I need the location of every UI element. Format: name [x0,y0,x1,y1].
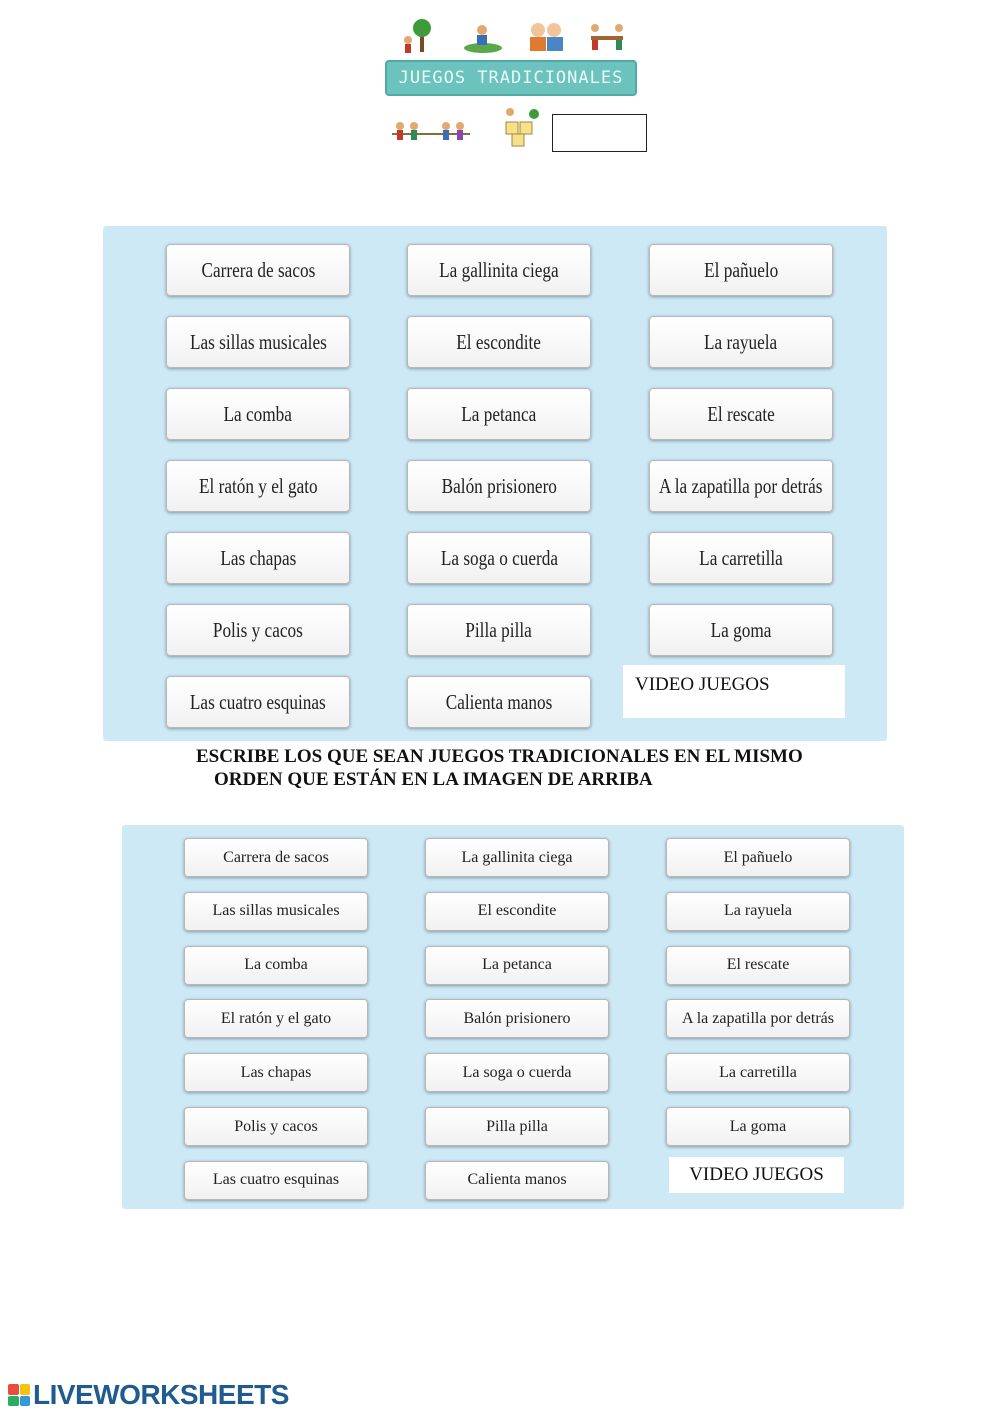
game-card[interactable] [666,1053,850,1092]
game-card[interactable] [425,1053,609,1092]
video-juegos-label-top: VIDEO JUEGOS [623,665,845,718]
game-card[interactable] [425,892,609,931]
game-card[interactable] [407,244,591,296]
game-card[interactable] [649,388,833,440]
game-card[interactable] [166,388,350,440]
game-card[interactable] [184,946,368,985]
game-card-label: A la zapatilla por detrás [659,473,823,498]
game-card-label: La gallinita ciega [461,848,573,866]
game-card-label: La petanca [461,401,537,426]
game-card-label: Polis y cacos [213,617,303,642]
kids-playing-icon [462,22,504,54]
game-card[interactable] [666,838,850,877]
game-card-label: La comba [223,401,293,426]
game-card-label: Carrera de sacos [223,848,329,866]
game-card-label: Pilla pilla [465,617,533,642]
table-game-icon [585,20,629,52]
game-card[interactable] [666,946,850,985]
game-card-label: Balón prisionero [441,473,557,498]
game-card[interactable] [166,604,350,656]
game-card[interactable] [184,999,368,1038]
logo-mark-icon [8,1384,30,1406]
game-card[interactable] [166,316,350,368]
game-card[interactable] [184,892,368,931]
game-card[interactable] [184,1053,368,1092]
answer-input-box[interactable] [552,114,647,152]
game-card[interactable] [166,244,350,296]
game-card[interactable] [166,532,350,584]
game-card-label: La goma [729,1117,787,1135]
game-card-label: Las chapas [240,1063,312,1081]
game-card-label: El pañuelo [723,848,793,866]
game-card-label: El rescate [726,956,790,974]
game-card-label: La carretilla [719,1063,797,1081]
game-card[interactable] [649,532,833,584]
game-card[interactable] [166,676,350,728]
game-card[interactable] [407,532,591,584]
game-card[interactable] [666,892,850,931]
hopscotch-icon [498,104,546,152]
game-card-label: Calienta manos [445,689,553,714]
game-card[interactable] [425,1161,609,1200]
game-card[interactable] [649,604,833,656]
game-card-label: Calienta manos [467,1171,567,1189]
game-card[interactable] [425,1107,609,1146]
game-card[interactable] [407,388,591,440]
tree-game-icon [398,18,438,54]
game-card-label: El escondite [456,329,542,354]
liveworksheets-logo [8,1380,289,1410]
game-card-label: Las chapas [219,545,297,570]
instruction-line-1: ESCRIBE LOS QUE SEAN JUEGOS TRADICIONALES EN EL MISMO [196,746,803,767]
game-card[interactable] [184,1107,368,1146]
tug-of-war-icon [390,118,472,144]
game-card-label: Balón prisionero [463,1009,571,1027]
game-card[interactable] [407,604,591,656]
game-card-label: Pilla pilla [486,1117,548,1135]
game-card[interactable] [166,460,350,512]
game-card-label: Las cuatro esquinas [190,689,326,714]
game-card-label: La soga o cuerda [462,1063,572,1081]
game-card[interactable] [407,316,591,368]
game-card[interactable] [407,460,591,512]
grandparents-icon [522,18,570,54]
title-banner: JUEGOS TRADICIONALES [385,60,637,96]
game-card-label: Las sillas musicales [212,902,340,920]
game-card-label: La goma [710,617,772,642]
game-card[interactable] [649,316,833,368]
game-card[interactable] [184,838,368,877]
game-card-label: A la zapatilla por detrás [682,1009,834,1027]
game-card[interactable] [649,460,833,512]
instruction-line-2: ORDEN QUE ESTÁN EN LA IMAGEN DE ARRIBA [214,769,653,790]
game-card-label: El ratón y el gato [220,1009,332,1027]
game-card[interactable] [666,1107,850,1146]
game-card-label: La comba [244,956,308,974]
game-card[interactable] [407,676,591,728]
instruction-text [196,745,876,791]
game-card-label: Las cuatro esquinas [212,1171,340,1189]
game-card-label: La gallinita ciega [439,257,559,282]
video-juegos-label-bottom: VIDEO JUEGOS [669,1157,844,1193]
logo-text: LIVEWORKSHEETS [33,1379,289,1410]
game-card-label: Polis y cacos [234,1117,318,1135]
game-card[interactable] [649,244,833,296]
game-card-label: El escondite [477,902,557,920]
game-card-label: El rescate [707,401,775,426]
game-card-label: La petanca [482,956,552,974]
game-card-label: El ratón y el gato [198,473,318,498]
game-card-label: La rayuela [704,329,778,354]
game-card[interactable] [425,838,609,877]
game-card-label: La carretilla [699,545,783,570]
game-card[interactable] [184,1161,368,1200]
game-card[interactable] [425,946,609,985]
game-card-label: Carrera de sacos [201,257,315,282]
game-card[interactable] [666,999,850,1038]
game-card-label: La soga o cuerda [440,545,558,570]
game-card[interactable] [425,999,609,1038]
game-card-label: La rayuela [724,902,792,920]
game-card-label: El pañuelo [703,257,779,282]
game-card-label: Las sillas musicales [189,329,327,354]
